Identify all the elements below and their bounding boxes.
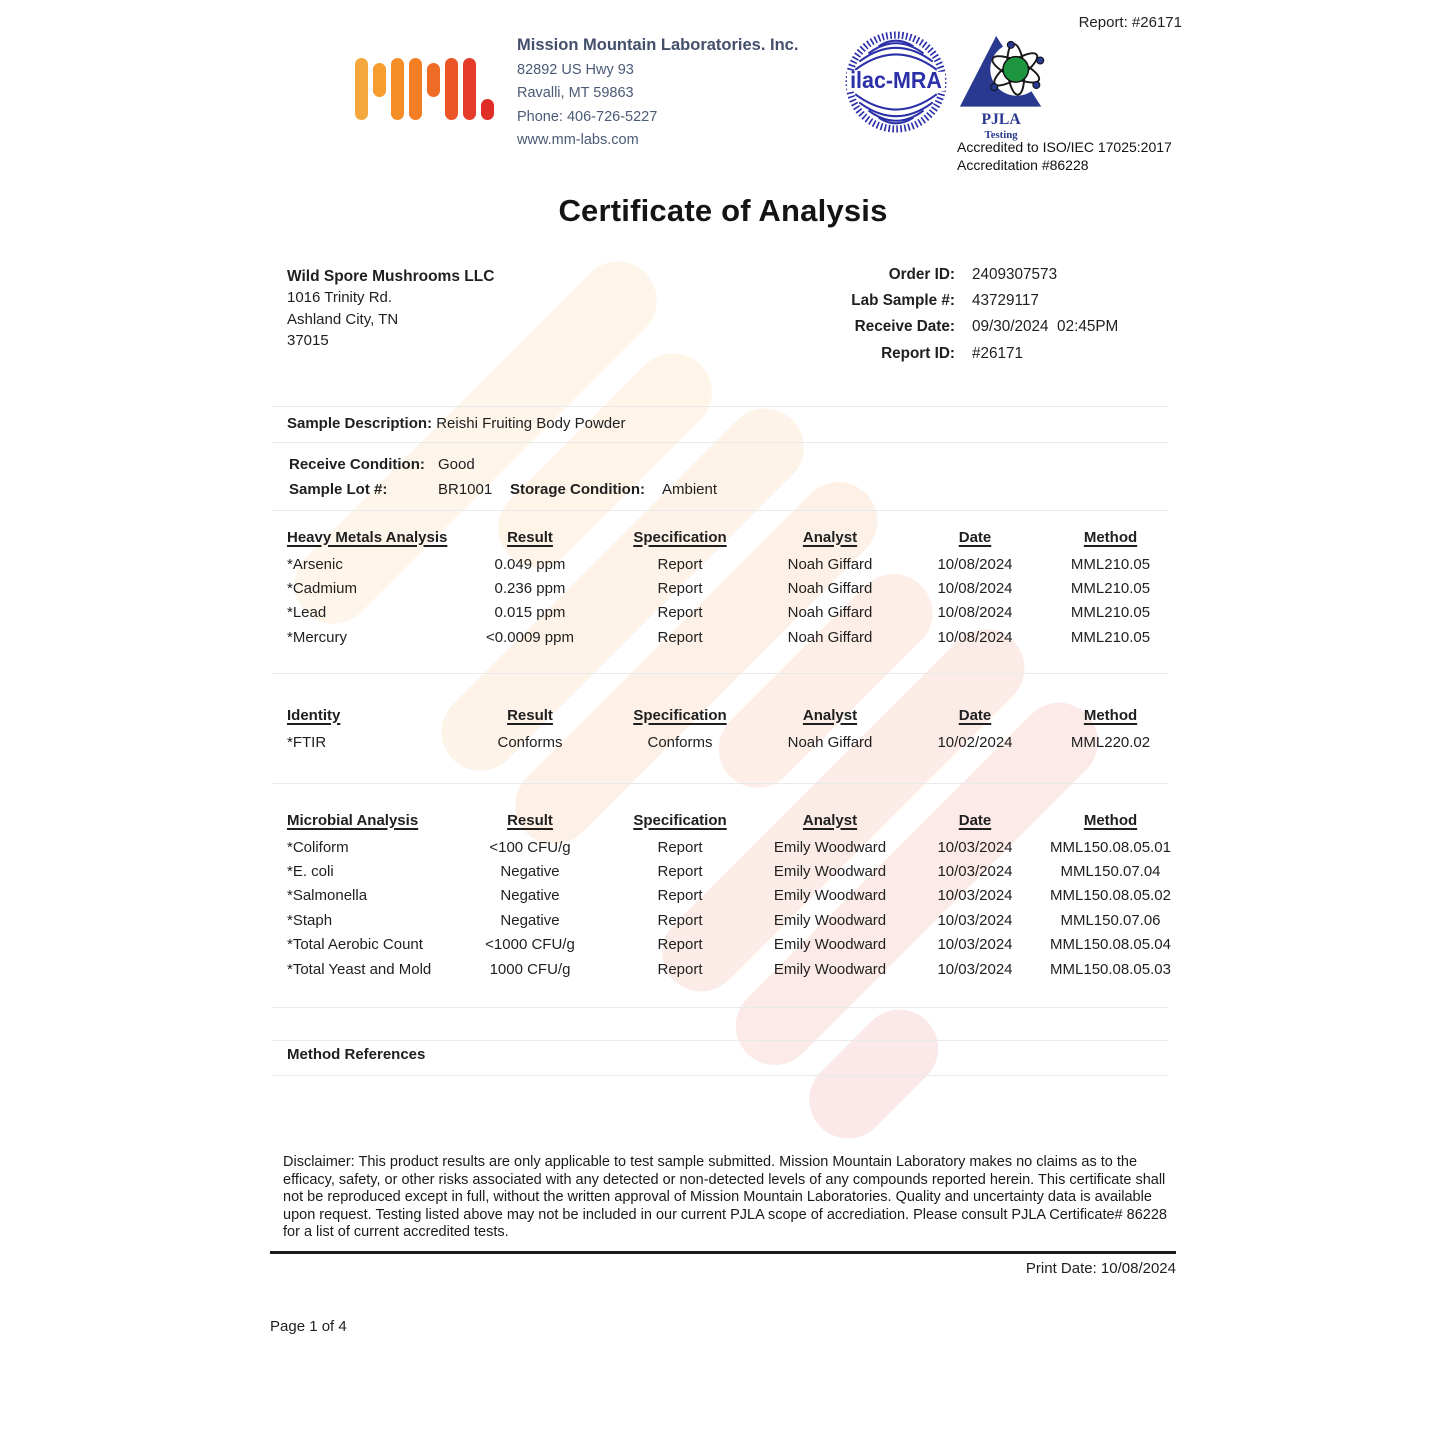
table-cell: 0.015 ppm xyxy=(494,604,566,622)
lab-sample-label: Lab Sample #: xyxy=(851,292,955,310)
table-cell: <1000 CFU/g xyxy=(485,936,575,954)
customer-name: Wild Spore Mushrooms LLC xyxy=(287,268,495,285)
microbial-analysis-table xyxy=(287,805,1176,981)
table-cell: 10/08/2024 xyxy=(937,555,1013,573)
order-id-label: Order ID: xyxy=(888,266,955,283)
column-header: Result xyxy=(507,811,553,829)
table-row xyxy=(287,884,1176,908)
customer-address-line2: Ashland City, TN xyxy=(287,310,399,328)
table-cell: MML150.08.05.02 xyxy=(1050,887,1171,905)
column-header: Specification xyxy=(633,528,727,546)
column-header: Date xyxy=(958,811,992,829)
lab-name: Mission Mountain Laboratories. Inc. xyxy=(517,36,799,54)
column-header: Date xyxy=(958,706,992,724)
lab-sample-value: 43729117 xyxy=(972,292,1039,310)
table-row xyxy=(287,859,1176,883)
column-header: Result xyxy=(507,706,553,724)
divider xyxy=(272,442,1168,443)
table-cell: Report xyxy=(657,960,703,978)
table-cell: Emily Woodward xyxy=(773,960,887,978)
sample-lot-value: BR1001 xyxy=(438,481,493,498)
table-cell: Negative xyxy=(500,863,560,881)
storage-condition-label: Storage Condition: xyxy=(510,481,645,498)
table-cell: *Salmonella xyxy=(287,887,368,905)
table-row xyxy=(287,835,1176,859)
divider xyxy=(272,510,1168,511)
receive-date-value: 09/30/2024 02:45PM xyxy=(972,318,1119,336)
table-cell: <0.0009 ppm xyxy=(486,628,574,646)
table-cell: Noah Giffard xyxy=(787,555,873,573)
column-header: Method xyxy=(1083,528,1138,546)
table-cell: Emily Woodward xyxy=(773,911,887,929)
table-header-row xyxy=(287,522,1176,552)
table-cell: MML210.05 xyxy=(1070,580,1151,598)
divider xyxy=(272,1040,1168,1041)
lab-address-line2: Ravalli, MT 59863 xyxy=(517,85,634,102)
table-cell: Report xyxy=(657,887,703,905)
receive-condition-row xyxy=(289,456,475,473)
table-cell: MML210.05 xyxy=(1070,628,1151,646)
customer-zip: 37015 xyxy=(287,331,329,349)
table-cell: Emily Woodward xyxy=(773,887,887,905)
table-row xyxy=(287,730,1176,754)
column-header: Analyst xyxy=(802,811,858,829)
table-cell: MML150.07.04 xyxy=(1060,863,1161,881)
table-cell: 10/03/2024 xyxy=(937,838,1013,856)
table-cell: Report xyxy=(657,936,703,954)
column-header: Method xyxy=(1083,706,1138,724)
sample-lot-row xyxy=(289,481,718,498)
document-body xyxy=(270,0,1176,1445)
table-cell: Report xyxy=(657,555,703,573)
table-row xyxy=(287,552,1176,576)
receive-condition-value: Good xyxy=(438,456,475,473)
table-cell: Noah Giffard xyxy=(787,580,873,598)
table-cell: Report xyxy=(657,580,703,598)
accreditation-number: Accreditation #86228 xyxy=(957,156,1089,173)
sample-lot-label: Sample Lot #: xyxy=(289,481,388,498)
column-header: Specification xyxy=(633,811,727,829)
table-cell: Noah Giffard xyxy=(787,733,873,751)
table-cell: 10/08/2024 xyxy=(937,580,1013,598)
sample-description-row xyxy=(287,415,625,432)
table-cell: *Total Aerobic Count xyxy=(287,936,423,954)
accredited-line: Accredited to ISO/IEC 17025:2017 xyxy=(957,139,1172,155)
table-cell: MML210.05 xyxy=(1070,604,1151,622)
table-cell: MML150.07.06 xyxy=(1060,911,1161,929)
table-cell: 1000 CFU/g xyxy=(489,960,571,978)
customer-address-block xyxy=(287,266,494,351)
table-row xyxy=(287,625,1176,649)
report-number-label: Report: #26171 xyxy=(1078,14,1182,31)
table-cell: Negative xyxy=(500,911,560,929)
table-cell: Emily Woodward xyxy=(773,936,887,954)
table-cell: Noah Giffard xyxy=(787,604,873,622)
pjla-sub-label: Testing xyxy=(984,128,1018,141)
column-header: Analyst xyxy=(802,528,858,546)
table-cell: 10/02/2024 xyxy=(937,733,1013,751)
table-cell: 10/03/2024 xyxy=(937,960,1013,978)
table-cell: <100 CFU/g xyxy=(489,838,571,856)
customer-address-line1: 1016 Trinity Rd. xyxy=(287,289,393,307)
table-row xyxy=(287,933,1176,957)
table-row xyxy=(287,576,1176,600)
disclaimer-text: Disclaimer: This product results are only applicable to test sample submitted. Mission Mountain Laboratory makes no claims as to the efficacy, safety, or other risks associated with any detected or non-detected levels of any compounds reported herein. This certificate shall not be reproduced except in full, without the written approval of Mission Mountain Laboratories. Quality and uncertainty data is available upon request. Testing listed above may not be included in our current PJLA scope of accrediation. Please consult PJLA Certificate# 86228 for a list of current accredited tests. xyxy=(283,1154,1167,1241)
table-cell: Report xyxy=(657,863,703,881)
table-row xyxy=(287,908,1176,932)
page-title: Certificate of Analysis xyxy=(558,193,888,228)
ilac-mra-label: ilac-MRA xyxy=(850,67,942,94)
pjla-label: PJLA xyxy=(981,111,1021,129)
table-cell: *Mercury xyxy=(287,628,348,646)
receive-condition-label: Receive Condition: xyxy=(289,456,425,473)
table-cell: 10/03/2024 xyxy=(937,911,1013,929)
table-cell: MML150.08.05.03 xyxy=(1050,960,1171,978)
receive-date-label: Receive Date: xyxy=(854,318,955,336)
table-cell: *FTIR xyxy=(287,733,327,751)
storage-condition-value: Ambient xyxy=(662,481,718,498)
table-cell: MML150.08.05.01 xyxy=(1050,838,1171,856)
table-cell: 10/08/2024 xyxy=(937,604,1013,622)
lab-website: www.mm-labs.com xyxy=(517,132,639,149)
table-cell: *Lead xyxy=(287,604,327,622)
lab-address-line1: 82892 US Hwy 93 xyxy=(517,62,634,78)
table-cell: 10/03/2024 xyxy=(937,936,1013,954)
heavy-metals-table xyxy=(287,522,1176,650)
table-cell: Negative xyxy=(500,887,560,905)
table-cell: 10/03/2024 xyxy=(937,887,1013,905)
table-cell: Report xyxy=(657,628,703,646)
table-cell: *Arsenic xyxy=(287,555,343,573)
column-header: Heavy Metals Analysis xyxy=(287,528,448,546)
table-cell: Report xyxy=(657,838,703,856)
table-cell: 10/03/2024 xyxy=(937,863,1013,881)
method-references-heading: Method References xyxy=(287,1046,426,1063)
table-cell: Conforms xyxy=(497,733,563,751)
table-cell: Emily Woodward xyxy=(773,863,887,881)
divider xyxy=(272,673,1168,674)
table-cell: 0.049 ppm xyxy=(494,555,566,573)
column-header: Analyst xyxy=(802,706,858,724)
table-cell: *E. coli xyxy=(287,863,334,881)
table-cell: 0.236 ppm xyxy=(494,580,566,598)
order-meta-block xyxy=(835,266,1176,371)
table-cell: MML150.08.05.04 xyxy=(1050,936,1171,954)
page-number: Page 1 of 4 xyxy=(270,1318,347,1335)
order-id-value: 2409307573 xyxy=(972,266,1058,283)
column-header: Method xyxy=(1083,811,1138,829)
table-row xyxy=(287,601,1176,625)
lab-phone: Phone: 406-726-5227 xyxy=(517,108,658,125)
sample-description-value: Reishi Fruiting Body Powder xyxy=(436,415,626,432)
table-header-row xyxy=(287,700,1176,730)
column-header: Identity xyxy=(287,706,341,724)
table-cell: Emily Woodward xyxy=(773,838,887,856)
table-cell: MML220.02 xyxy=(1070,733,1151,751)
table-cell: Noah Giffard xyxy=(787,628,873,646)
table-cell: Conforms xyxy=(647,733,713,751)
divider xyxy=(272,783,1168,784)
sample-description-label: Sample Description: xyxy=(287,415,433,432)
report-id-label: Report ID: xyxy=(881,344,955,362)
table-cell: *Total Yeast and Mold xyxy=(287,960,432,978)
table-cell: Report xyxy=(657,604,703,622)
table-header-row xyxy=(287,805,1176,835)
table-cell: MML210.05 xyxy=(1070,555,1151,573)
print-date: Print Date: 10/08/2024 xyxy=(1025,1260,1176,1277)
divider xyxy=(272,1075,1168,1076)
divider xyxy=(272,1007,1168,1008)
divider xyxy=(272,406,1168,407)
column-header: Specification xyxy=(633,706,727,724)
column-header: Microbial Analysis xyxy=(287,811,419,829)
footer-rule xyxy=(270,1251,1176,1254)
report-id-value: #26171 xyxy=(972,344,1024,362)
column-header: Result xyxy=(507,528,553,546)
table-cell: *Coliform xyxy=(287,838,349,856)
table-cell: *Cadmium xyxy=(287,580,358,598)
table-cell: Report xyxy=(657,911,703,929)
column-header: Date xyxy=(958,528,992,546)
table-cell: *Staph xyxy=(287,911,333,929)
table-cell: 10/08/2024 xyxy=(937,628,1013,646)
identity-table xyxy=(287,700,1176,754)
table-row xyxy=(287,957,1176,981)
